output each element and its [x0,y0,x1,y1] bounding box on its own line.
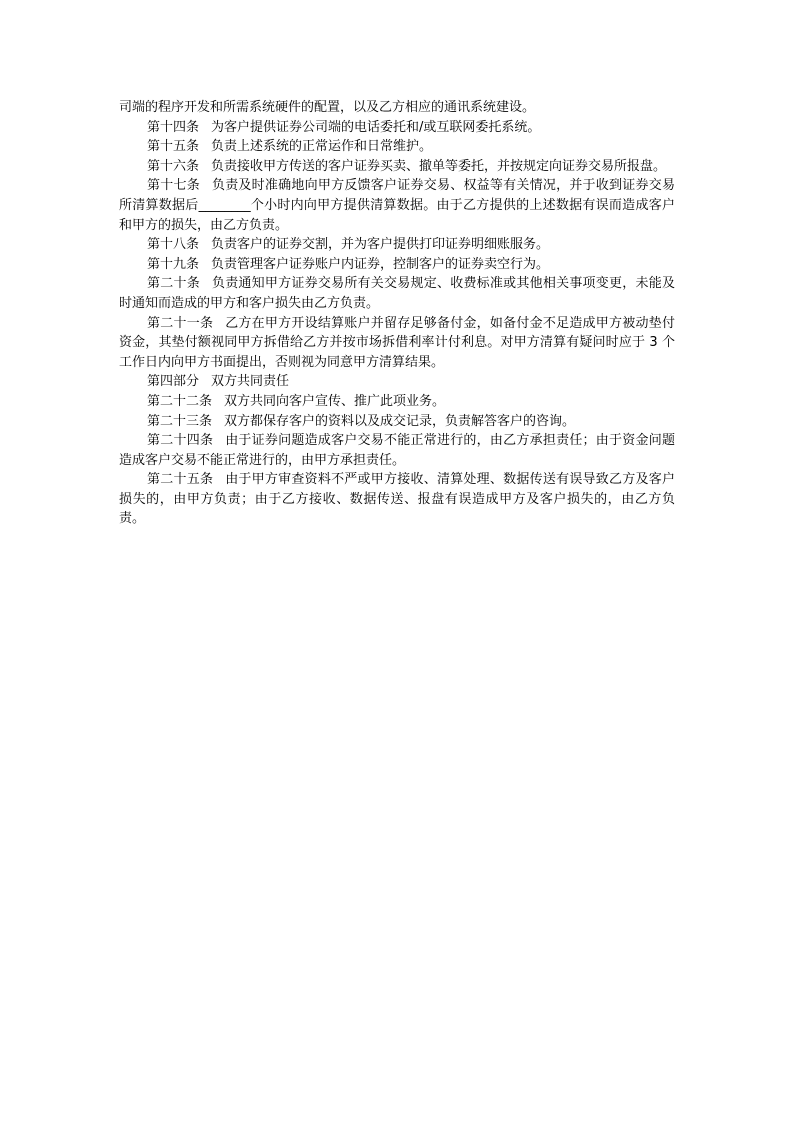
article-19 [119,255,675,275]
article-17 [119,176,675,235]
article-text: 双方都保存客户的资料以及成交记录，负责解答客户的咨询。 [224,413,576,429]
section-number: 第四部分 [147,374,200,390]
article-number: 第二十一条 [147,315,214,331]
article-text: 负责及时准确地向甲方反馈客户证券交易、权益等有关情况，并于收到证券交易所清算数据后 [119,178,675,213]
article-number: 第十五条 [147,139,200,155]
article-25 [119,470,675,529]
paragraph-continuation [119,98,675,118]
article-number: 第二十四条 [147,433,214,449]
article-text: 负责通知甲方证券交易所有关交易规定、收费标准或其他相关事项变更，未能及时通知而造成的甲方和客户损失由乙方负责。 [119,276,675,311]
article-text: 负责接收甲方传送的客户证券买卖、撤单等委托，并按规定向证券交易所报盘。 [211,158,667,174]
article-text: 负责管理客户证券账户内证券，控制客户的证券卖空行为。 [211,256,550,272]
article-20 [119,274,675,313]
article-14 [119,118,675,138]
article-text: 由于证券问题造成客户交易不能正常进行的，由乙方承担责任；由于资金问题造成客户交易不能正常进行的，由甲方承担责任。 [119,433,675,468]
article-text: 负责上述系统的正常运作和日常维护。 [211,139,433,155]
article-16 [119,157,675,177]
article-text: 负责客户的证券交割，并为客户提供打印证券明细账服务。 [211,237,550,253]
fill-in-blank: ________ [198,197,251,213]
article-number: 第二十三条 [147,413,213,429]
article-15 [119,137,675,157]
article-text: 乙方在甲方开设结算账户并留存足够备付金，如备付金不足造成甲方被动垫付资金，其垫付额视同甲方拆借给乙方并按市场拆借利率计付利息。对甲方清算有疑问时应于 3 个工作日内向甲方书面提出，否则视为同意甲方清算结果。 [119,315,675,370]
article-number: 第二十二条 [147,393,213,409]
article-number: 第十八条 [147,237,200,253]
article-22 [119,392,675,412]
article-text-continued: 个小时内向甲方提供清算数据。由于乙方提供的上述数据有误而造成客户和甲方的损失，由乙方负责。 [119,197,675,233]
article-23 [119,412,675,432]
article-number: 第二十条 [147,276,200,292]
section-title: 双方共同责任 [211,374,290,390]
article-21 [119,314,675,373]
article-text: 由于甲方审查资料不严或甲方接收、清算处理、数据传送有误导致乙方及客户损失的，由甲方负责；由于乙方接收、数据传送、报盘有误造成甲方及客户损失的，由乙方负责。 [119,472,675,527]
article-text: 为客户提供证券公司端的电话委托和/或互联网委托系统。 [211,119,541,135]
article-18 [119,235,675,255]
document-body [119,98,675,529]
article-text: 双方共同向客户宣传、推广此项业务。 [224,393,446,409]
article-24 [119,431,675,470]
article-number: 第二十五条 [147,472,214,488]
article-number: 第十四条 [147,119,200,135]
article-number: 第十九条 [147,256,200,272]
article-number: 第十六条 [147,158,200,174]
section-heading-part-4 [119,372,675,392]
article-number: 第十七条 [147,178,200,194]
paragraph-text: 司端的程序开发和所需系统硬件的配置，以及乙方相应的通讯系统建设。 [119,100,536,115]
